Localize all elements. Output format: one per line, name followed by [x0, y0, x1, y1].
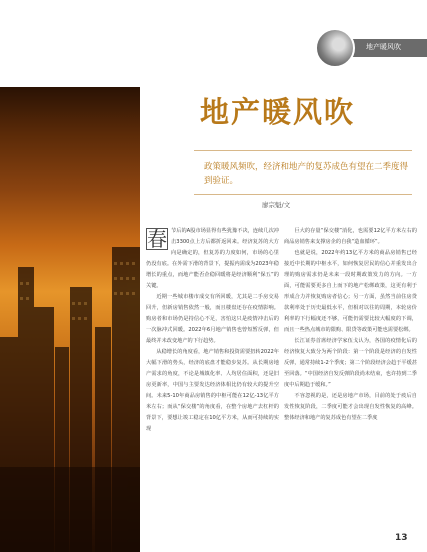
body-column-1: [146, 226, 279, 435]
section-header-photo: [315, 28, 355, 68]
body-paragraph: 春 节后的A股市场显得有些犹豫不决，连续几次冲击3300点上方后都折返回来。经济复苏的大方向是确定的，但复苏的力度如何，市场的心里仍没有底。在外需下滑的背景下，提振内需成为2023年稳增长的重点，而地产能否企稳回暖将是经济顺利“保五”的关键。: [146, 227, 279, 289]
body-paragraph: 巨大的存量“保交楼”消化，也需要12亿平方米左右的商品房销售来支撑房企的自我“造血循环”。: [284, 228, 417, 245]
city-skyline-photo: [0, 87, 140, 552]
body-paragraph: 从稳增长的角度看，地产销售和投资需要扭转2022年大幅下滑的势头，经济的底盘才能稳步复苏。从长期房地产需求的角度，不论是城镇化率、人均居住面积，还是旧房更新率，中国与主要发达经济体相比仍有较大的提升空间。未来5-10年商品房销售的中枢可能在12亿-13亿平方米左右；而从“保交楼”的角度看，在整个房地产去杠杆的背景下，要想让竣工稳定在10亿平方米，从而可持续的实现: [146, 349, 279, 432]
deck-divider-bottom: [194, 194, 412, 195]
dropcap: 春: [147, 227, 167, 251]
body-column-2: [284, 226, 417, 424]
body-paragraph: 也就是说，2022年约13亿平方米的商品房销售已经接近中长期的中枢水平，如何恢复居民的信心并重发出合理的购房需求仍是未来一段时期政策发力的方向。一方面，可能需要更多自上而下的地产松绑政策，这更有利于形成合力并恢复购房者信心；另一方面，虽然当前住房贷款利率处于历史最低水平，但相对以往的周期，本轮房价利率的下行幅度还不够，可能仍需要比较大幅度的下调，而且一些热点城市的限购、限贷等政策可能也需要松绑。: [284, 250, 417, 333]
deck-divider-top: [194, 150, 412, 151]
section-label: 地产暖风吹: [366, 43, 401, 51]
page-number: 13: [395, 533, 408, 543]
body-paragraph: 近期一些城市楼市成交有所回暖，尤其是二手房交易回升，但新房销售依然一般，而且楼盘还存在疫情影响。购房者和市场仍是持信心不足，害怕这只是疫情冲击后的一次脉冲式回暖。2022年6月地产销售也曾短暂反弹，但最终并未改变地产的下行趋势。: [146, 294, 279, 344]
article-title: 地产暖风吹: [200, 95, 356, 129]
body-paragraph: 不容忽视的是，还是房地产市场，目前的处于疫后自发性恢复阶段，二季度可能才会出现自发性恢复的高峰。整体经济和地产的复苏成色有望在二季度: [284, 393, 417, 421]
article-byline: 廖宗魁/文: [262, 201, 291, 209]
skyline-silhouette: [0, 87, 140, 552]
body-paragraph: 长江证券首席经济学家伍戈认为，各国的疫情化后的经济恢复大致分为两个阶段：第一个阶段是经济的自发性反弹，通常持续1-2个季度；第二个阶段经济会趋于平缓甚至回落。“中国经济自发反弹阶段尚未结束，也许持到二季度中后期趋于缓和。”: [284, 338, 417, 388]
article-deck: 政策暖风频吹，经济和地产的复苏成色有望在二季度得到验证。: [204, 162, 409, 186]
